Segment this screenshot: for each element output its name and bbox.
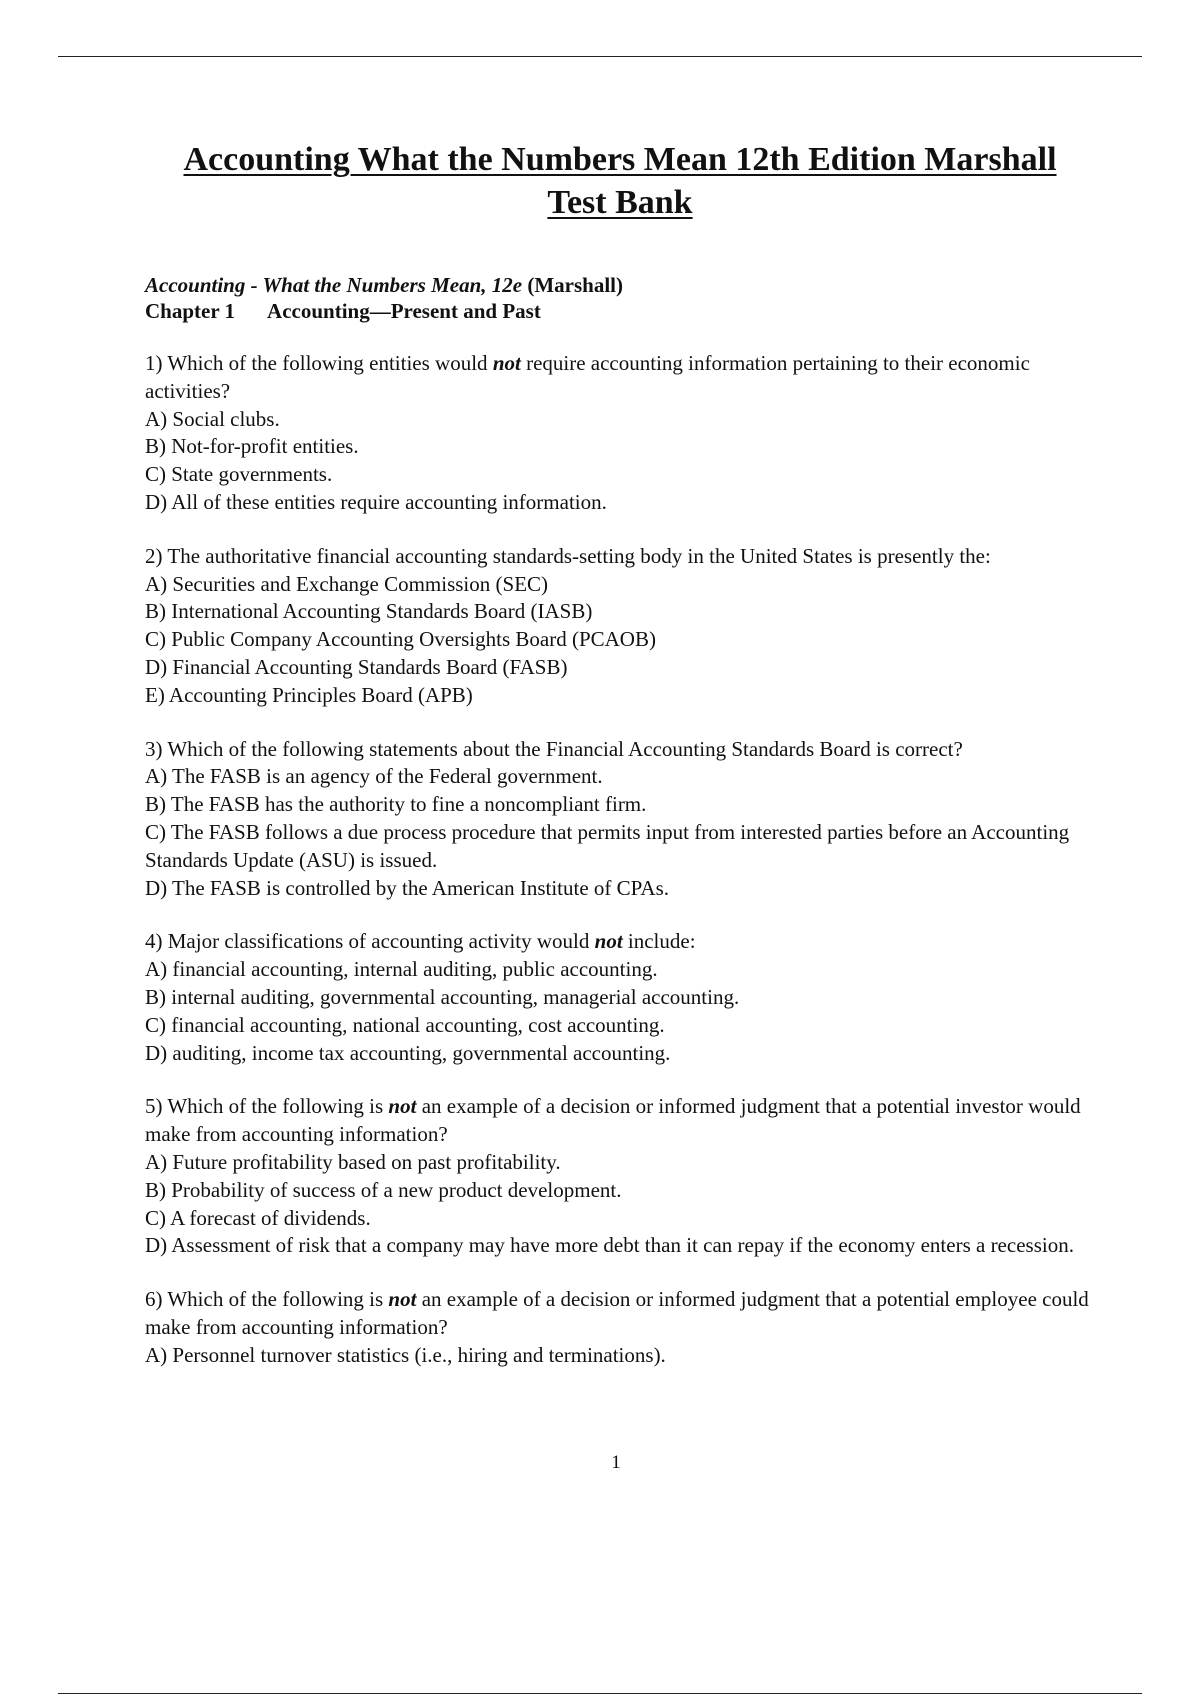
stem-emphasis: not: [594, 929, 623, 954]
answer-option: D) All of these entities require accounting information.: [145, 489, 607, 514]
title-line-2: Test Bank: [547, 184, 693, 221]
answer-option: D) Assessment of risk that a company may have more debt than it can repay if the economy enters a recession.: [145, 1233, 1074, 1258]
answer-option: D) The FASB is controlled by the American Institute of CPAs.: [145, 875, 669, 900]
stem-text-continued: an example of a decision or informed judgment that a potential investor would make from accounting information?: [145, 1094, 1081, 1147]
answer-option: D) Financial Accounting Standards Board (FASB): [145, 654, 568, 679]
bottom-rule: [58, 1693, 1142, 1694]
answer-option: B) internal auditing, governmental accounting, managerial accounting.: [145, 984, 740, 1009]
question-4: [145, 928, 1095, 1067]
answer-option: C) Public Company Accounting Oversights Board (PCAOB): [145, 627, 656, 652]
answer-option: D) auditing, income tax accounting, governmental accounting.: [145, 1040, 671, 1065]
answer-option: C) A forecast of dividends.: [145, 1205, 371, 1230]
stem-text-continued: require accounting information pertaining to their economic activities?: [145, 351, 1030, 403]
answer-option: B) International Accounting Standards Board (IASB): [145, 599, 593, 624]
book-line: [145, 272, 1095, 298]
chapter-label: Chapter 1: [145, 299, 236, 323]
question-6: [145, 1286, 1095, 1369]
question-stem: [145, 350, 1095, 406]
answer-option: E) Accounting Principles Board (APB): [145, 682, 473, 707]
stem-text: 1) Which of the following entities would: [145, 351, 493, 375]
chapter-line: [145, 298, 1095, 324]
top-rule: [58, 56, 1142, 57]
answer-option: A) Future profitability based on past profitability.: [145, 1149, 561, 1174]
stem-emphasis: not: [388, 1287, 417, 1312]
stem-text: 6) Which of the following is: [145, 1287, 389, 1312]
question-stem: [145, 1286, 1095, 1342]
answer-option: C) financial accounting, national accounting, cost accounting.: [145, 1012, 665, 1037]
stem-text-continued: an example of a decision or informed judgment that a potential employee could make from accounting information?: [145, 1287, 1089, 1339]
chapter-title: Accounting—Present and Past: [267, 299, 541, 323]
answer-option: A) Social clubs.: [145, 406, 280, 431]
question-stem: [145, 543, 1095, 571]
page-number: 1: [611, 1452, 621, 1473]
stem-text: 2) The authoritative financial accounting standards-setting body in the United States is presently the:: [145, 543, 991, 568]
answer-option: B) The FASB has the authority to fine a noncompliant firm.: [145, 792, 647, 817]
answer-option: A) Securities and Exchange Commission (SEC): [145, 571, 549, 596]
stem-emphasis: not: [492, 351, 521, 375]
question-stem: [145, 1093, 1095, 1149]
question-3: [145, 736, 1095, 903]
question-stem: [145, 736, 1095, 764]
stem-text-continued: include:: [622, 929, 696, 954]
question-1: [145, 350, 1095, 517]
question-list: [145, 350, 1095, 1370]
stem-text: 4) Major classifications of accounting activity would: [145, 929, 595, 954]
answer-option: A) The FASB is an agency of the Federal government.: [145, 764, 603, 789]
answer-option: C) The FASB follows a due process procedure that permits input from interested parties before an Accounting Standards Update (ASU) is issued.: [145, 819, 1070, 872]
page-title: [140, 138, 1100, 224]
answer-option: A) Personnel turnover statistics (i.e., hiring and terminations).: [145, 1342, 666, 1367]
book-author: (Marshall): [527, 273, 623, 297]
question-5: [145, 1093, 1095, 1260]
document-body: [145, 272, 1095, 1370]
title-line-1: Accounting What the Numbers Mean 12th Edition Marshall: [183, 141, 1057, 178]
answer-option: B) Not-for-profit entities.: [145, 434, 359, 459]
book-header: [145, 272, 1095, 324]
stem-text: 5) Which of the following is: [145, 1094, 389, 1119]
question-2: [145, 543, 1095, 710]
stem-emphasis: not: [388, 1094, 417, 1119]
answer-option: B) Probability of success of a new product development.: [145, 1177, 622, 1202]
stem-text: 3) Which of the following statements about the Financial Accounting Standards Board is correct?: [145, 736, 963, 761]
question-stem: [145, 928, 1095, 956]
answer-option: A) financial accounting, internal auditing, public accounting.: [145, 957, 658, 982]
book-title: Accounting - What the Numbers Mean, 12e: [145, 273, 523, 297]
answer-option: C) State governments.: [145, 462, 333, 487]
